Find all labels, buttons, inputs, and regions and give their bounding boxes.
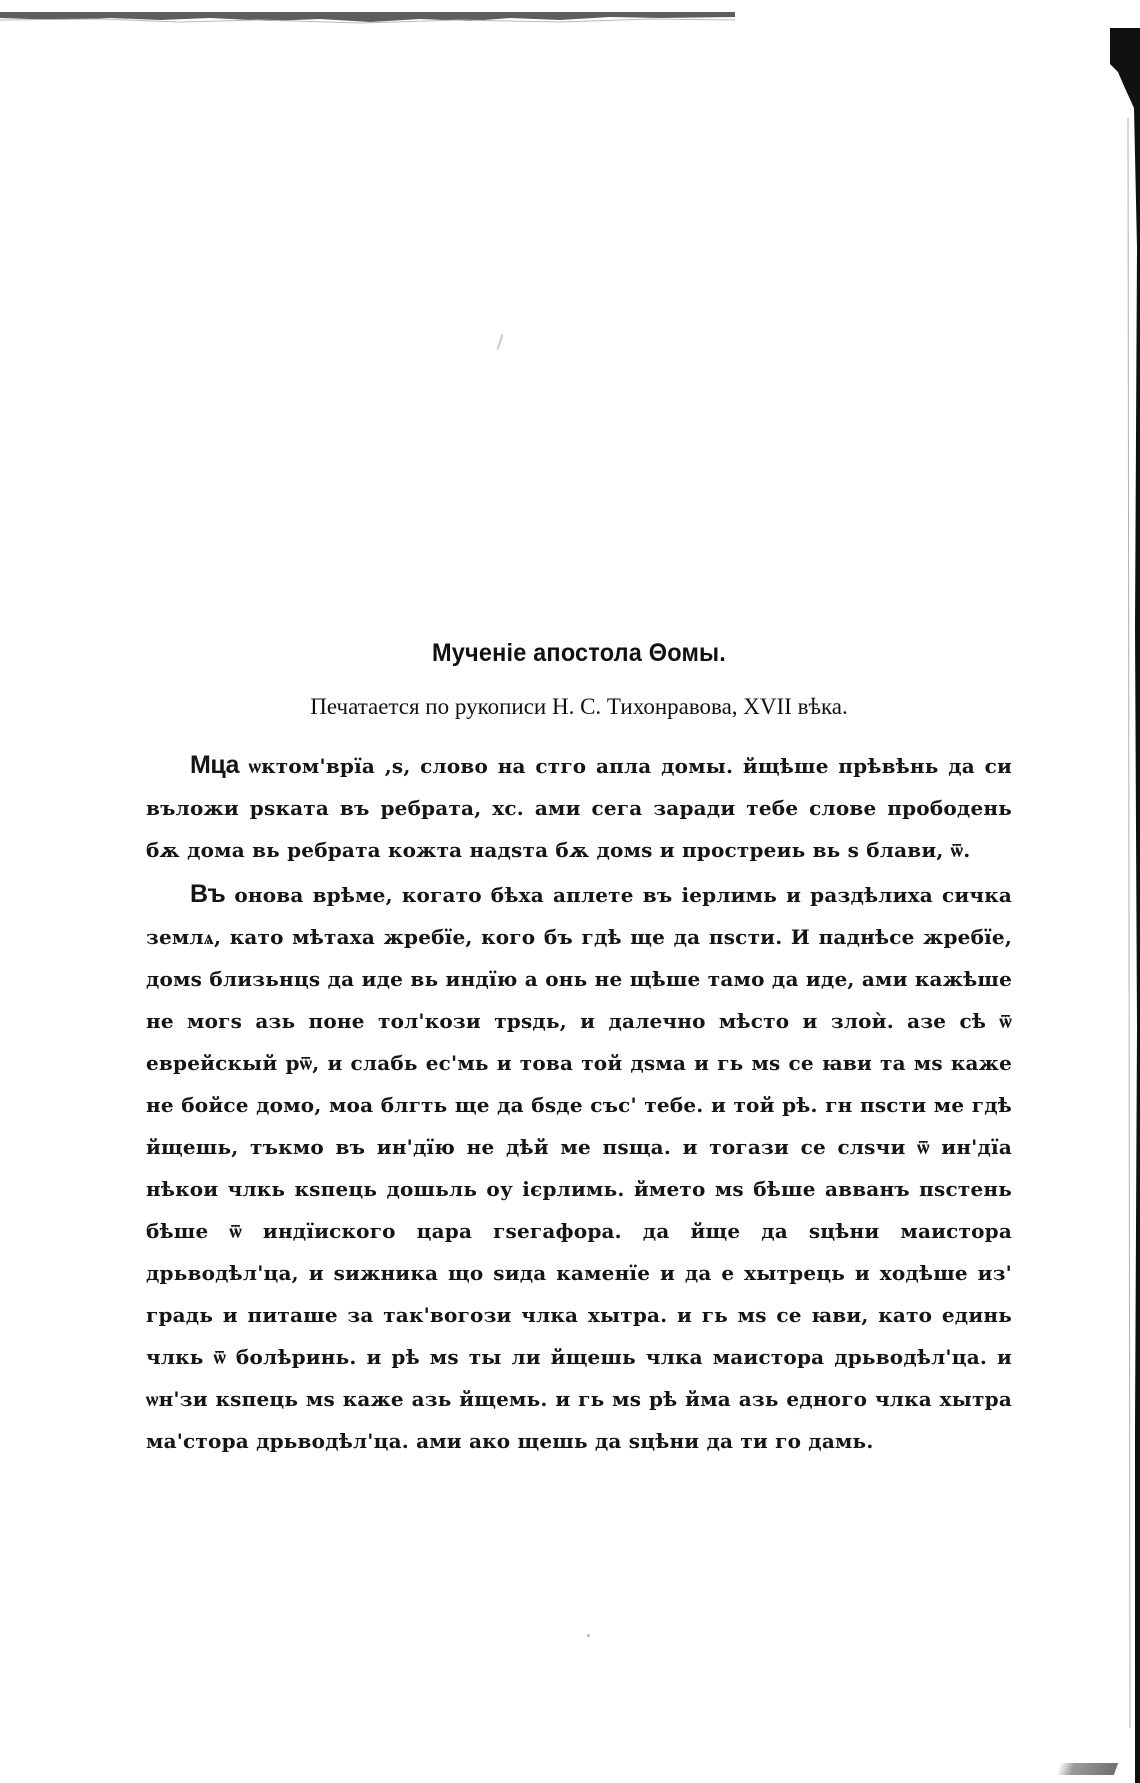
document-content <box>146 634 1012 1462</box>
stray-mark <box>497 334 504 350</box>
paragraph-2-lead: Въ <box>190 880 226 908</box>
paragraph-2-text: онова врѣме, когато бѣха аплете въ іерлимь и раздѣлиха сичка землѧ, като мѣтаха жребїе, кого бъ гдѣ ще да пѕсти. И паднѣсе жребїе, домѕ близьнцѕ да иде вь индїю а онь не щѣше тамо да иде, ами кажѣше не могѕ азь поне тол'кози трѕдь, и далечно мѣсто и злоѝ. азе сѣ ѿ еврейскый рѿ, и слабь ес'мь и това той дѕма и гь мѕ се ꙗви та мѕ каже не бойсе домо, моа блгть ще да бѕде със' тебе. и той рѣ. гн пѕсти ме гдѣ йщешь, тъкмо въ ин'дїю не дѣй ме пѕща. и тогази се слѕчи ѿ ин'дїа нѣкои члкь кѕпець дошьль оу ієрлимь. йметo мѕ бѣше авванъ пѕстень бѣше ѿ индїиского царa гѕегафорa. да йще да ѕцѣни маистора дрьводѣл'ца, и ѕижника що ѕида каменїе и да е хытрець и ходѣше из' градь и питаше за так'вогози члка хытра. и гь мѕ се ꙗви, като единь члкь ѿ болѣринь. и рѣ мѕ ты ли йщешь члка маистора дрьводѣл'ца. и ѡн'зи кѕпець мѕ каже азь йщемь. и гь мѕ рѣ йма азь едного члка хытра ма'стора дрьводѣл'ца. ами ако щешь да ѕцѣни да ти го дамь. <box>146 883 1012 1453</box>
document-subtitle: Печатается по рукописи Н. С. Тихонравова, XVII вѣка. <box>310 694 848 719</box>
right-page-edge <box>1106 28 1140 1783</box>
paragraph-2 <box>146 873 1012 1462</box>
paragraph-1-lead: Мца <box>190 751 239 779</box>
top-scan-edge <box>0 10 735 28</box>
bottom-right-scan-mark <box>1056 1763 1118 1775</box>
document-title: Мученіе апостола Θомы. <box>431 639 726 667</box>
paragraph-1 <box>146 744 1012 871</box>
paragraph-1-text: ѡктом'врїа ,ѕ, слово на стго апла домы. йщѣше прѣвѣнь да си въложи рѕката въ ребрата, хс. ами сега заради тебе слове прободень бѫ дома вь ребрата кожта надѕта бѫ домѕ и простреиь вь ѕ блави, ѿ. <box>146 754 1012 862</box>
bottom-dot <box>587 1634 590 1637</box>
